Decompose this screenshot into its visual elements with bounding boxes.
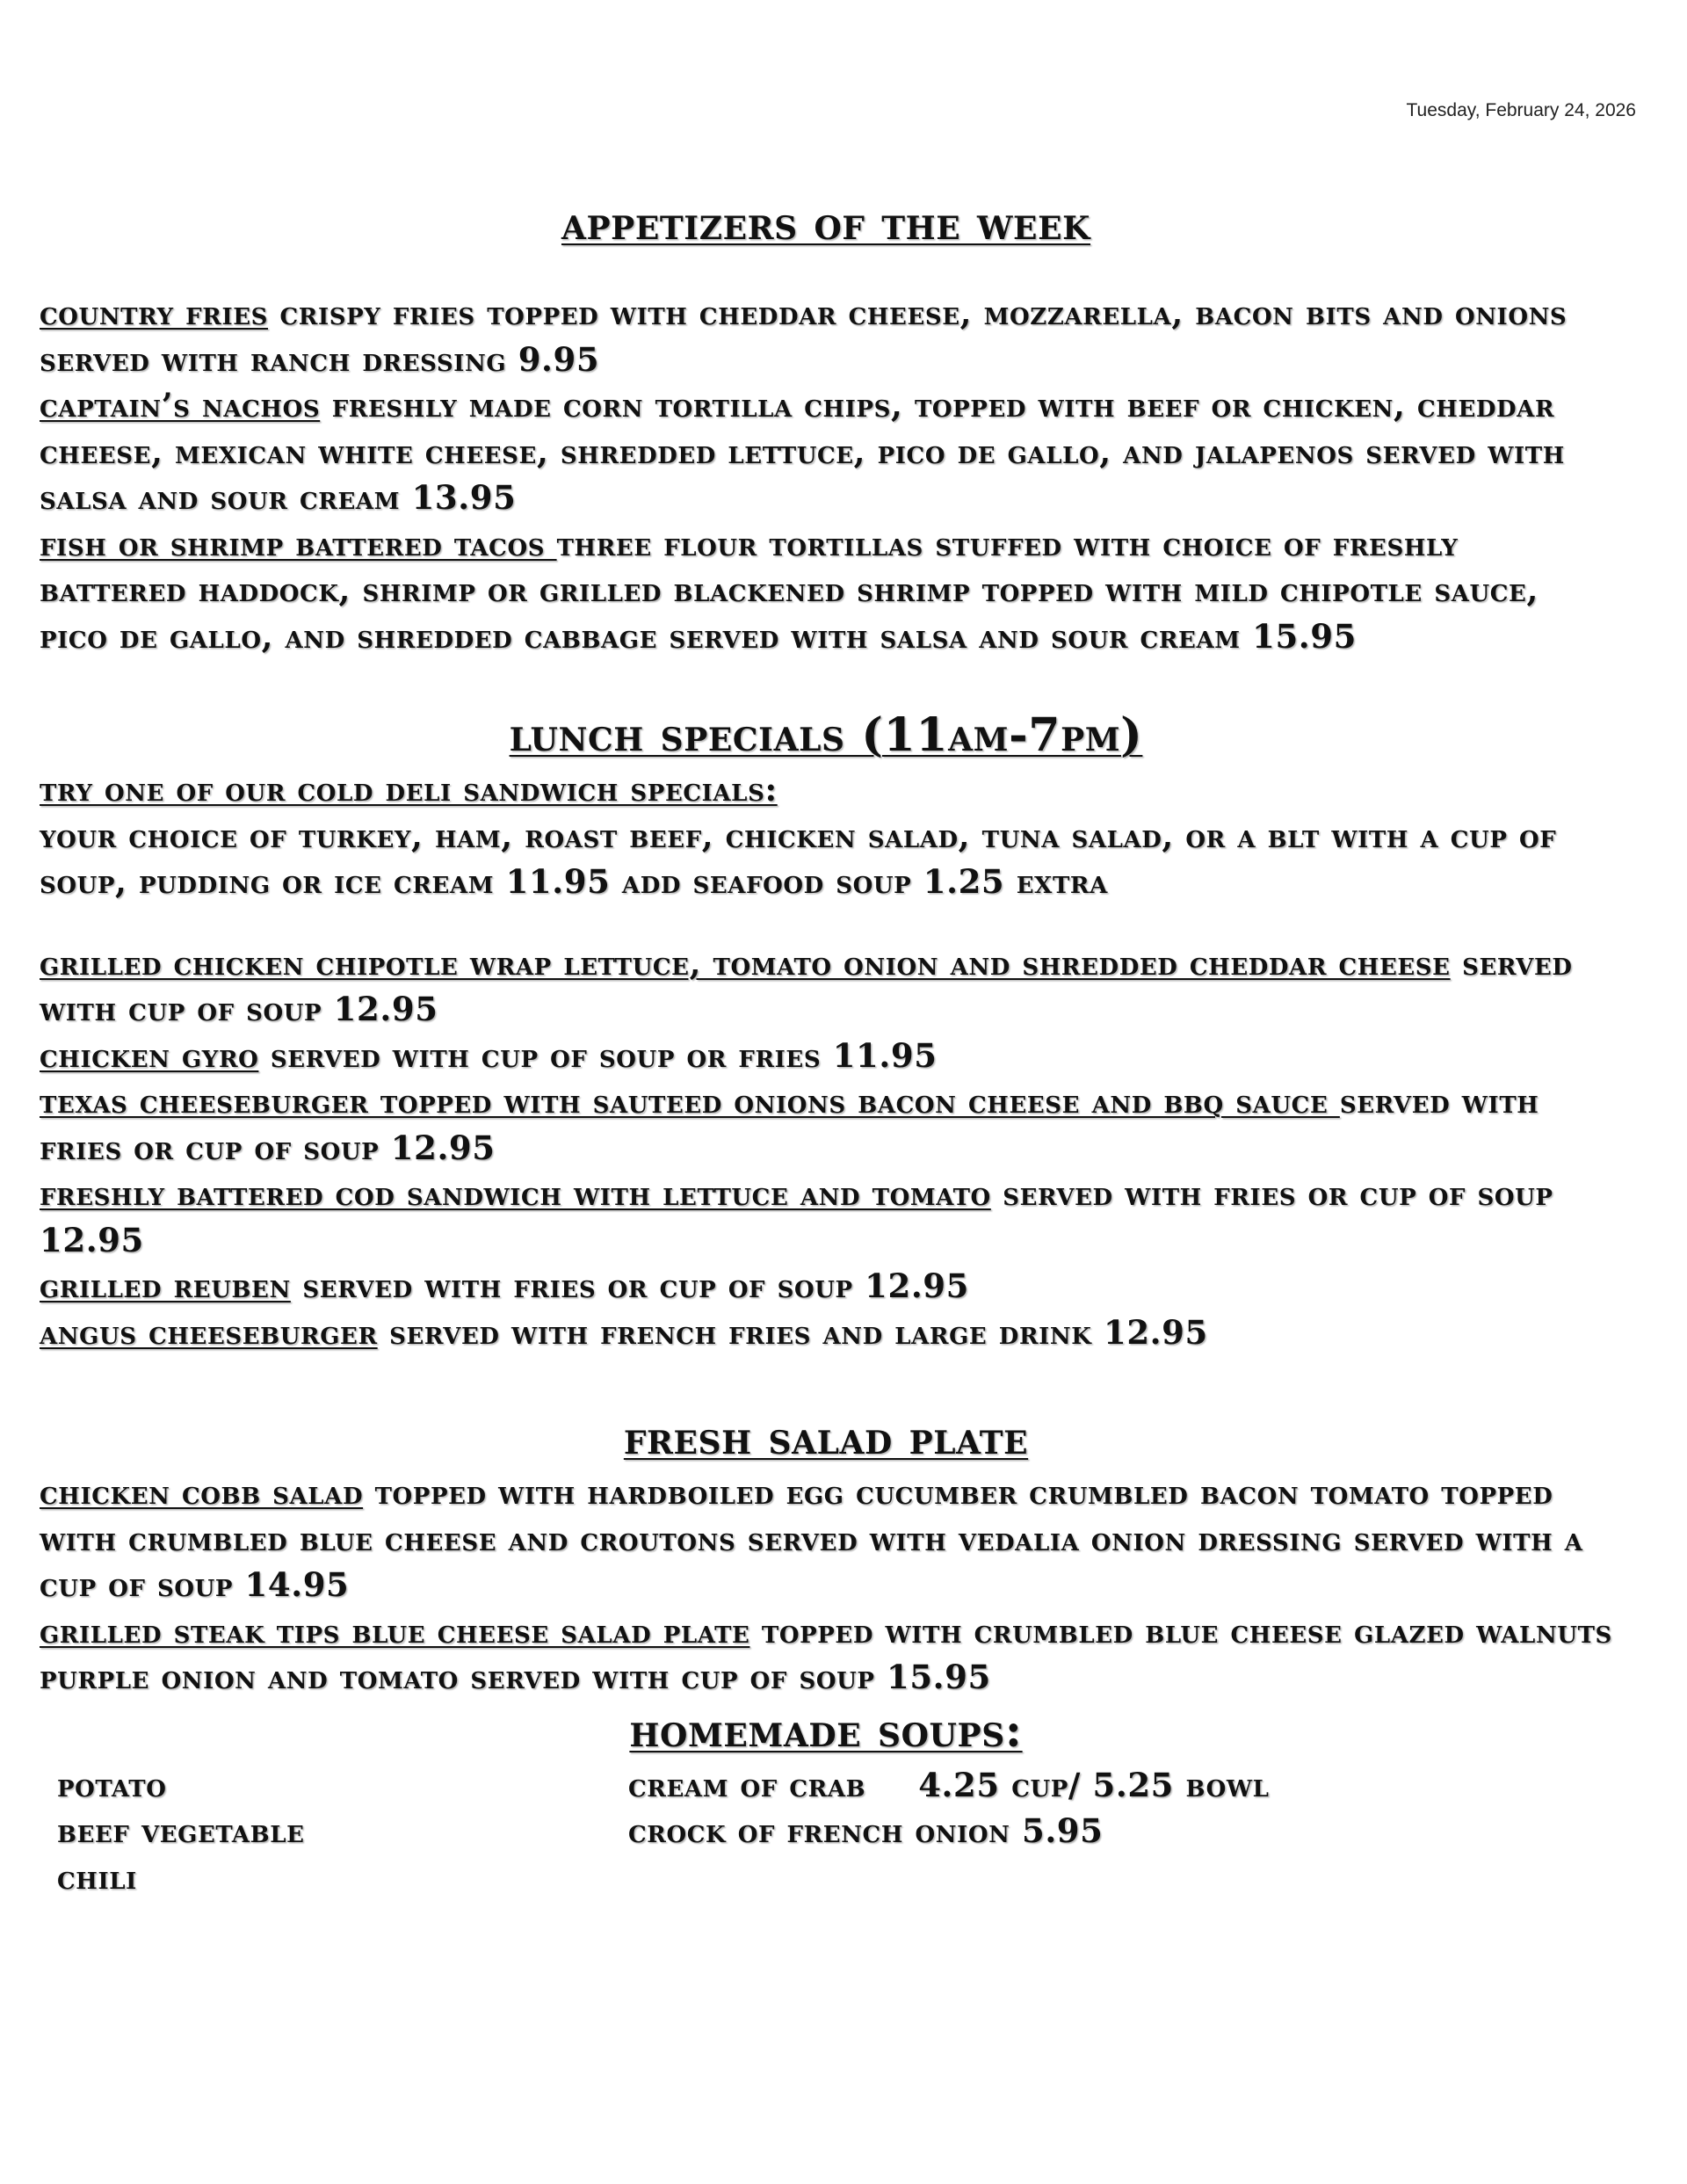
menu-date: Tuesday, February 24, 2026 [1406,100,1636,120]
menu-item [40,290,1612,382]
menu-content [40,193,1612,1900]
menu-item [40,1608,1612,1701]
menu-item [40,1310,1612,1356]
deli-heading-text: try one of our cold deli sandwich specials: [40,770,778,809]
salad-list [40,1469,1612,1701]
item-description: topped with crumbled blue cheese glazed walnuts purple onion and tomato served with cup of soup 15.95 [40,1611,1612,1696]
lunch-specials-list [40,940,1612,1356]
soups-title: homemade soups: [629,1703,1023,1758]
item-description: served with cup of soup 12.95 [40,943,1573,1028]
item-description: served with fries or cup of soup 12.95 [290,1266,969,1305]
soup-item: beef vegetable [57,1811,305,1850]
item-description: freshly made corn tortilla chips, topped with beef or chicken, cheddar cheese, mexican white cheese, shredded lettuce, pico de gallo, and jalapenos served with salsa and sour cream 13.95 [40,386,1565,517]
item-description: served with fries or cup of soup 12.95 [40,1174,1553,1259]
item-description: topped with hardboiled egg cucumber crumbled bacon tomato topped with crumbled blue cheese and croutons served with vedalia onion dressing served with a cup of soup 14.95 [40,1473,1583,1604]
menu-item [40,1171,1612,1263]
lunch-specials-title: lunch specials (11am-7pm) [509,708,1143,762]
item-name: country fries [40,294,269,332]
item-description: served with cup of soup or fries 11.95 [258,1035,938,1075]
item-name: chicken gyro [40,1035,259,1075]
item-name: captain’s nachos [40,386,321,424]
deli-description: your choice of turkey, ham, roast beef, chicken salad, tuna salad, or a blt with a cup of soup, pudding or ice cream 11.95 add seafood soup 1.25 extra [40,816,1557,901]
item-name: grilled steak tips blue cheese salad plate [40,1611,750,1651]
item-description: three flour tortillas stuffed with choice of freshly battered haddock, shrimp or grilled blackened shrimp topped with mild chipotle sauce, pico de gallo, and shredded cabbage served with salsa and sour cream 15.95 [40,524,1539,656]
item-name: angus cheeseburger [40,1312,378,1352]
appetizers-list [40,290,1612,659]
deli-heading [40,766,1612,813]
item-name: freshly battered cod sandwich with lettuce and tomato [40,1174,991,1213]
appetizers-title: appetizers of the week [561,197,1091,250]
item-name: grilled reuben [40,1266,291,1305]
item-name: grilled chicken chipotle wrap lettuce, tomato onion and shredded cheddar cheese [40,943,1451,983]
menu-item [40,940,1612,1033]
salad-title: fresh salad plate [623,1411,1029,1465]
menu-item [40,382,1612,521]
item-description: crispy fries topped with cheddar cheese, mozzarella, bacon bits and onions served with ranch dressing 9.95 [40,294,1568,379]
soup-item: chili [57,1857,137,1897]
item-description: served with fries or cup of soup 12.95 [40,1082,1539,1167]
soup-price: 4.25 cup/ 5.25 bowl [918,1765,1270,1804]
menu-item [40,1033,1612,1079]
menu-item [40,521,1612,660]
item-name: fish or shrimp battered tacos [40,524,557,563]
soup-name: cream of crab [628,1765,866,1804]
soup-item [628,1762,1612,1809]
menu-item [40,1469,1612,1608]
item-name: texas cheeseburger topped with sauteed onions bacon cheese and bbq sauce [40,1082,1340,1121]
item-name: chicken cobb salad [40,1473,364,1512]
soup-item: potato [57,1765,167,1804]
soup-item: crock of french onion 5.95 [628,1811,1104,1850]
menu-item [40,1263,1612,1310]
soups-list [40,1762,1612,1901]
menu-item [40,1078,1612,1171]
item-description: served with french fries and large drink 12.95 [377,1312,1208,1352]
